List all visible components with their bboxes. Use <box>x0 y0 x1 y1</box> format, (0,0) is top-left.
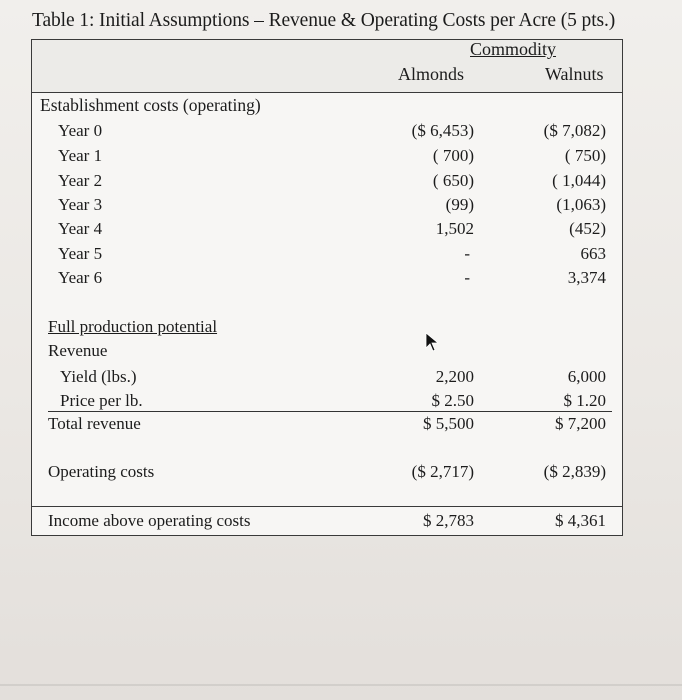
price-label: Price per lb. <box>60 391 143 410</box>
yield-label: Yield (lbs.) <box>60 367 137 386</box>
row-label-year-5: Year 5 <box>58 244 103 263</box>
almonds-operating-costs: ($ 2,717) <box>411 462 474 481</box>
almonds-year-3: (99) <box>445 195 474 214</box>
row-label-year-4: Year 4 <box>58 219 103 238</box>
walnuts-yield: 6,000 <box>567 367 606 386</box>
almonds-year-4: 1,502 <box>435 219 474 238</box>
table-title: Table 1: Initial Assumptions – Revenue & Operating Costs per Acre (5 pts.) <box>32 10 616 31</box>
establishment-heading: Establishment costs (operating) <box>40 95 261 115</box>
total-divider <box>48 411 612 412</box>
row-label-year-6: Year 6 <box>58 268 103 287</box>
page-edge-divider <box>0 684 682 686</box>
almonds-yield: 2,200 <box>435 367 474 386</box>
walnuts-income: $ 4,361 <box>555 511 606 530</box>
column-header-walnuts: Walnuts <box>545 64 604 84</box>
almonds-year-5: - <box>464 244 470 263</box>
walnuts-year-0: ($ 7,082) <box>543 121 606 140</box>
row-label-year-1: Year 1 <box>58 146 103 165</box>
operating-costs-label: Operating costs <box>48 462 155 481</box>
almonds-price: $ 2.50 <box>431 391 474 410</box>
total-revenue-label: Total revenue <box>48 414 141 433</box>
walnuts-year-1: ( 750) <box>564 146 606 165</box>
row-label-year-3: Year 3 <box>58 195 103 214</box>
almonds-year-0: ($ 6,453) <box>411 121 474 140</box>
income-label: Income above operating costs <box>48 511 251 530</box>
walnuts-year-3: (1,063) <box>556 195 606 214</box>
walnuts-year-2: ( 1,044) <box>552 171 606 190</box>
walnuts-operating-costs: ($ 2,839) <box>543 462 606 481</box>
row-label-year-2: Year 2 <box>58 171 103 190</box>
walnuts-year-4: (452) <box>569 219 606 238</box>
walnuts-price: $ 1.20 <box>563 391 606 410</box>
almonds-total-revenue: $ 5,500 <box>423 414 474 433</box>
row-label-year-0: Year 0 <box>58 121 103 140</box>
walnuts-total-revenue: $ 7,200 <box>555 414 606 433</box>
walnuts-year-6: 3,374 <box>567 268 606 287</box>
almonds-year-1: ( 700) <box>432 146 474 165</box>
almonds-year-2: ( 650) <box>432 171 474 190</box>
revenue-label: Revenue <box>48 341 108 360</box>
full-production-heading: Full production potential <box>48 317 218 336</box>
walnuts-year-5: 663 <box>580 244 606 263</box>
mouse-cursor-icon <box>424 332 440 357</box>
almonds-year-6: - <box>464 268 470 287</box>
almonds-income: $ 2,783 <box>423 511 474 530</box>
commodity-header: Commodity <box>470 39 557 59</box>
column-header-almonds: Almonds <box>398 64 465 84</box>
